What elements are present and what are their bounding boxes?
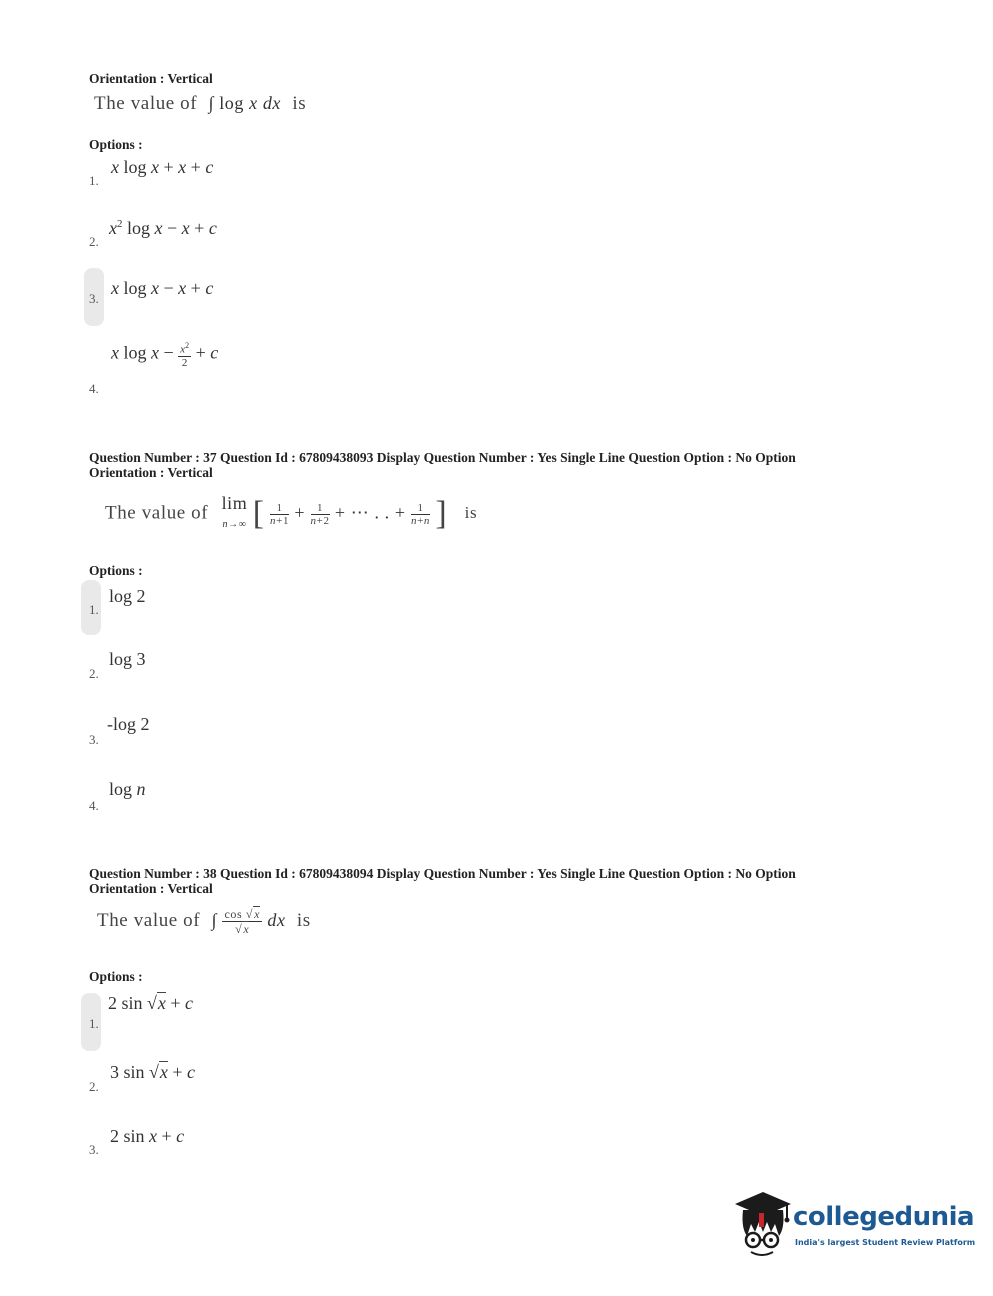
q37-meta-line1: Question Number : 37 Question Id : 67809438093 Display Question Number : Yes Single Line Question Option : No Option (89, 450, 796, 465)
q37-option-2[interactable]: log 3 (109, 649, 146, 669)
q37-option-1-number: 1. (89, 602, 99, 617)
q36-option-3-number: 3. (89, 291, 99, 306)
q38-stmt-suffix: is (296, 909, 311, 931)
q37-stmt-prefix: The value of (105, 502, 209, 524)
q37-option-3[interactable]: -log 2 (107, 714, 150, 734)
q37-statement: The value of lim n→∞ [ $\frac{1}{n+1}$ + $\frac{1}{n+2}$ + ⋯ . . + $\frac{1}{n+n}$ ] is (105, 493, 478, 532)
q36-stmt-prefix: The value of (94, 93, 198, 114)
q38-statement: The value of ∫ $\frac{\cos √x}{√x}$ dx is (97, 907, 311, 936)
q36-option-4[interactable]: x log x − $\frac{x^2}{2}$ + c (111, 341, 219, 369)
q37-stmt-suffix: is (464, 503, 478, 523)
q37-option-4-number: 4. (89, 798, 99, 813)
q37-option-1[interactable]: log 2 (109, 586, 146, 606)
q36-orientation: Orientation : Vertical (89, 71, 213, 86)
q37-option-2-number: 2. (89, 666, 99, 681)
q36-options-label: Options : (89, 137, 143, 152)
q36-stmt-suffix: is (292, 93, 307, 114)
q37-option-4[interactable]: log n (109, 779, 146, 799)
q37-option-3-number: 3. (89, 732, 99, 747)
q38-option-2[interactable]: 3 sin √x + c (110, 1062, 196, 1082)
q38-meta-line2: Orientation : Vertical (89, 881, 213, 896)
q36-option-1[interactable]: x log x + x + c (111, 157, 214, 177)
graduate-mascot-icon (733, 1188, 793, 1258)
q36-option-4-number: 4. (89, 381, 99, 396)
q36-option-2-number: 2. (89, 234, 99, 249)
q37-options-label: Options : (89, 563, 143, 578)
q38-option-2-number: 2. (89, 1079, 99, 1094)
logo-tagline: India's largest Student Review Platform (795, 1238, 976, 1247)
q38-stmt-prefix: The value of (97, 909, 201, 931)
q37-meta-line2: Orientation : Vertical (89, 465, 213, 480)
q36-option-2[interactable]: $x^2$ log x − x + c (109, 218, 217, 238)
q38-option-3[interactable]: 2 sin x + c (110, 1126, 185, 1146)
q36-option-1-number: 1. (89, 173, 99, 188)
q38-option-1-number: 1. (89, 1016, 99, 1031)
q38-option-3-number: 3. (89, 1142, 99, 1157)
logo-brand: collegedunia (793, 1202, 975, 1232)
q38-option-1[interactable]: 2 sin √x + c (108, 993, 194, 1013)
q38-options-label: Options : (89, 969, 143, 984)
q36-statement: The value of ∫ log x dx is (94, 93, 307, 114)
q38-meta-line1: Question Number : 38 Question Id : 67809438094 Display Question Number : Yes Single Line Question Option : No Option (89, 866, 796, 881)
collegedunia-logo (733, 1188, 976, 1260)
q36-option-3[interactable]: x log x − x + c (111, 278, 214, 298)
